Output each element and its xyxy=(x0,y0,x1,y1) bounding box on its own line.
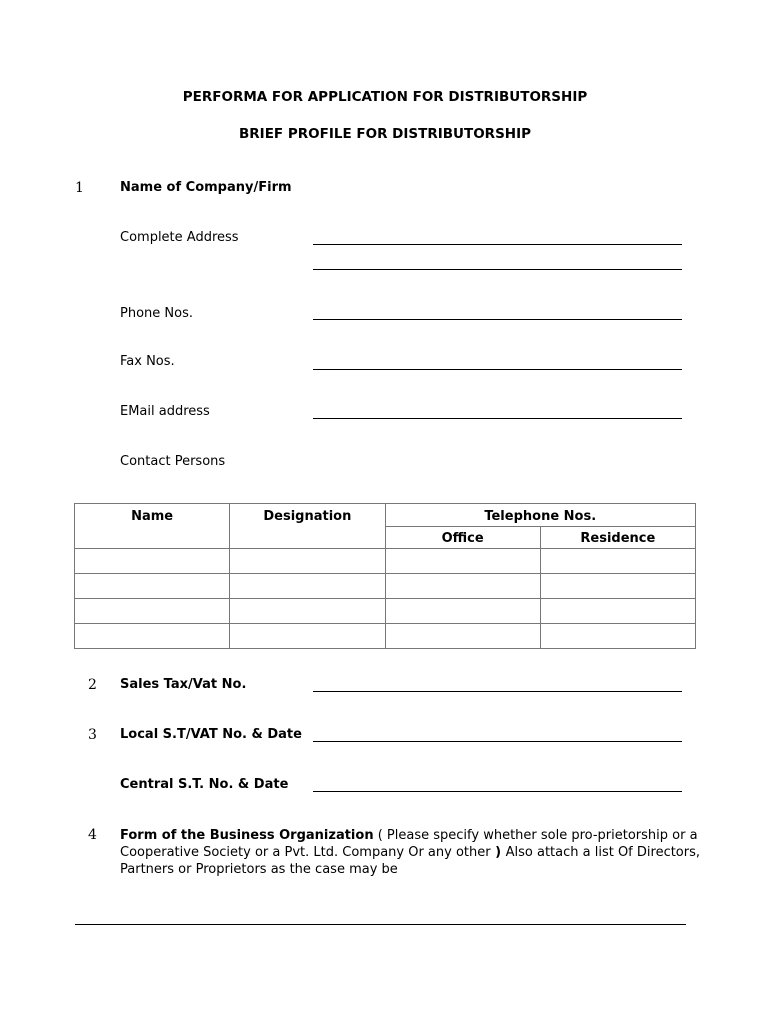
table-cell-residence[interactable] xyxy=(540,549,695,574)
table-cell-name[interactable] xyxy=(75,574,230,599)
table-row xyxy=(75,599,696,624)
table-cell-office[interactable] xyxy=(385,574,540,599)
table-cell-designation[interactable] xyxy=(230,549,385,574)
company-name-label: Name of Company/Firm xyxy=(120,180,292,195)
fax-label: Fax Nos. xyxy=(120,354,175,369)
address-field-line-2[interactable] xyxy=(313,269,682,270)
table-cell-residence[interactable] xyxy=(540,599,695,624)
central-st-field-line[interactable] xyxy=(313,791,682,792)
sales-tax-label: Sales Tax/Vat No. xyxy=(120,677,247,692)
email-label: EMail address xyxy=(120,404,210,419)
business-organization-heading: Form of the Business Organization xyxy=(120,828,374,843)
contact-persons-label: Contact Persons xyxy=(120,454,226,469)
page-title: PERFORMA FOR APPLICATION FOR DISTRIBUTORSHIP xyxy=(182,89,588,105)
business-organization-field-line[interactable] xyxy=(75,924,686,925)
table-row xyxy=(75,624,696,649)
address-label: Complete Address xyxy=(120,230,239,245)
table-cell-name[interactable] xyxy=(75,599,230,624)
business-organization-paragraph xyxy=(120,827,700,878)
page-subtitle: BRIEF PROFILE FOR DISTRIBUTORSHIP xyxy=(238,126,532,142)
table-cell-name[interactable] xyxy=(75,624,230,649)
central-st-label: Central S.T. No. & Date xyxy=(120,777,289,792)
address-field-line-1[interactable] xyxy=(313,244,682,245)
table-cell-office[interactable] xyxy=(385,624,540,649)
paren-close: ) xyxy=(490,845,506,860)
sales-tax-field-line[interactable] xyxy=(313,691,682,692)
business-organization-instructions: Please specify whether sole pro-prietorship or a Cooperative Society or a Pvt. Ltd. Company Or any other xyxy=(120,828,698,860)
header-designation: Designation xyxy=(230,504,385,549)
section-number-2: 2 xyxy=(88,677,97,693)
paren-open: ( xyxy=(373,828,387,843)
phone-field-line[interactable] xyxy=(313,319,682,320)
table-row xyxy=(75,574,696,599)
business-organization-attach-note: Also attach a list Of Directors, Partners or Proprietors as the case may be xyxy=(120,845,701,877)
phone-label: Phone Nos. xyxy=(120,306,193,321)
header-telephone: Telephone Nos. xyxy=(385,504,696,527)
email-field-line[interactable] xyxy=(313,418,682,419)
section-number-1: 1 xyxy=(75,180,84,196)
table-row xyxy=(75,549,696,574)
fax-field-line[interactable] xyxy=(313,369,682,370)
section-number-3: 3 xyxy=(88,727,97,743)
table-cell-name[interactable] xyxy=(75,549,230,574)
table-cell-designation[interactable] xyxy=(230,574,385,599)
table-cell-designation[interactable] xyxy=(230,599,385,624)
header-office: Office xyxy=(385,527,540,549)
table-cell-designation[interactable] xyxy=(230,624,385,649)
table-cell-office[interactable] xyxy=(385,599,540,624)
local-vat-label: Local S.T/VAT No. & Date xyxy=(120,727,302,742)
table-cell-residence[interactable] xyxy=(540,624,695,649)
table-cell-office[interactable] xyxy=(385,549,540,574)
table-cell-residence[interactable] xyxy=(540,574,695,599)
header-residence: Residence xyxy=(540,527,695,549)
section-number-4: 4 xyxy=(88,827,97,843)
local-vat-field-line[interactable] xyxy=(313,741,682,742)
contact-persons-table xyxy=(74,503,696,649)
header-name: Name xyxy=(75,504,230,549)
